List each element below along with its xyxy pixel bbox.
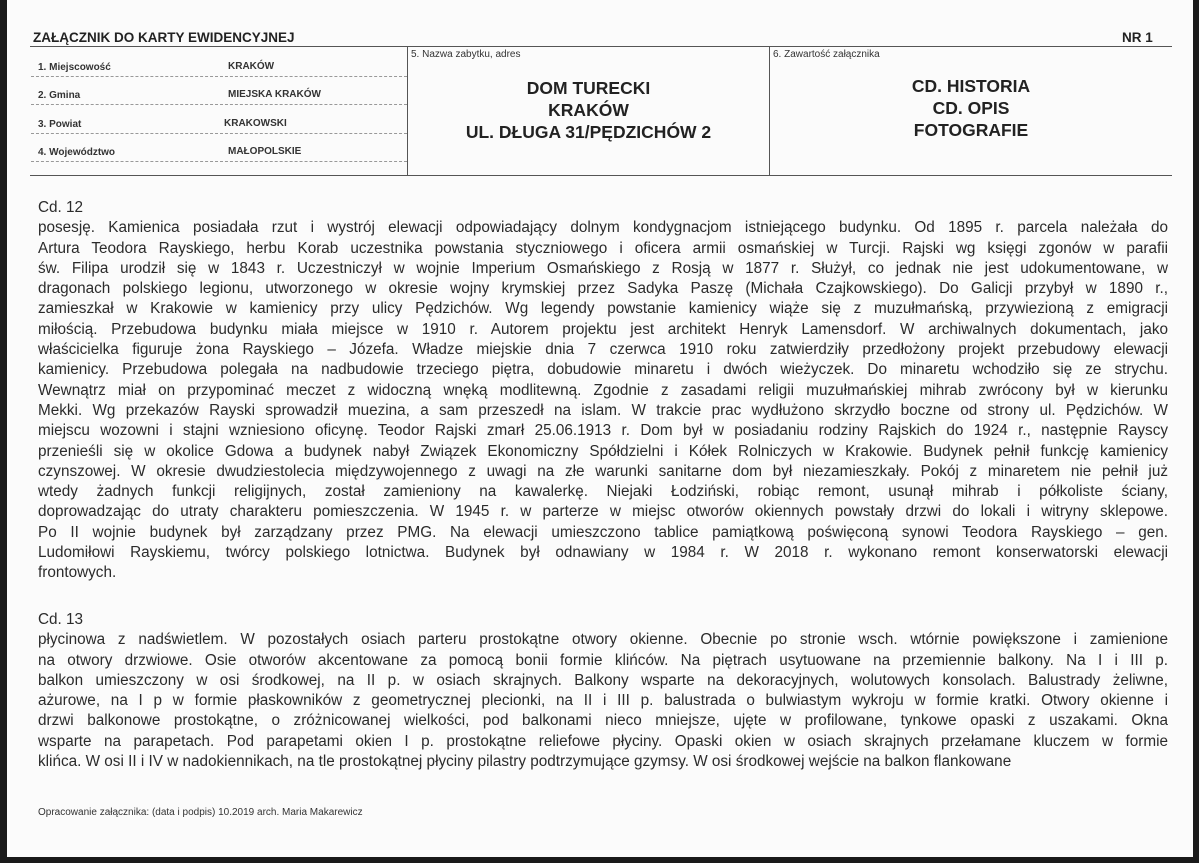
monument-line: UL. DŁUGA 31/PĘDZICHÓW 2 — [465, 122, 712, 142]
divider-bottom — [30, 175, 1172, 176]
field-label: 2. Gmina — [38, 90, 81, 101]
divider-top — [30, 46, 1172, 47]
section-body — [38, 630, 1168, 772]
section-body — [38, 218, 1168, 583]
text-line: zamieszkał w Krakowie w kamienicy przy ulicy Pędzichów. Wg legendy powstanie kamienicy wiąże się z muzułmańską, przywiezioną z emigracji — [38, 300, 1168, 318]
field-value: KRAKÓW — [228, 61, 275, 72]
field-commune — [31, 76, 407, 105]
document-title: ZAŁĄCZNIK DO KARTY EWIDENCYJNEJ — [33, 30, 295, 45]
attachment-number: NR 1 — [1122, 30, 1153, 45]
text-line: doprowadzając do utraty charakteru pomieszczenia. W 1945 r. w parterze w miejsc otworów okiennych powstały drzwi do lokali i witryny sklepowe. — [38, 503, 1168, 521]
field-value: MIEJSKA KRAKÓW — [228, 89, 321, 100]
text-line: Po II wojnie budynek był zarządzany przez PMG. Na elewacji umieszczono tablice pamiątkową poświęconą synowi Teodora Rayskiego – gen. — [38, 523, 1168, 541]
contents-label: 6. Zawartość załącznika — [773, 49, 880, 60]
field-label: 3. Powiat — [38, 119, 82, 130]
text-line: posesję. Kamienica posiadała rzut i wystrój elewacji odpowiadający dolnym kondygnacjom istniejącego budynku. Od 1895 r. parcela należała do — [38, 219, 1168, 237]
monument-line: KRAKÓW — [548, 100, 629, 120]
section-heading: Cd. 12 — [38, 199, 84, 216]
text-line: właścicielka figuruje żona Rayskiego – Józefa. Władze miejskie dnia 7 czerwca 1910 roku zatwierdziły przedłożony projekt przebudowy elewacji — [38, 341, 1168, 359]
text-line: frontowych. — [38, 564, 117, 582]
contents-line: FOTOGRAFIE — [913, 120, 1029, 140]
text-line: balkon umieszczony w osi środkowej, na II p. w osiach skrajnych. Balkony wsparte na dekoracyjnych, wolutowych konsolach. Balustrady żeliwne, — [38, 671, 1168, 689]
section-description — [38, 610, 1168, 772]
section-history — [38, 198, 1168, 584]
field-county — [31, 105, 407, 134]
text-line: św. Filipa urodził się w 1843 r. Uczestniczył w wojnie Imperium Osmańskiego z Rosją w 1877 r. Służył, co jednak nie jest udokumentowane, w — [38, 259, 1168, 277]
document-page — [7, 0, 1193, 857]
text-line: dragonach polskiego legionu, utworzonego w okresie wojny krymskiej przez Sadyka Paszę (Michała Czajkowskiego). Do Galicji przybył w 1890 r., — [38, 280, 1168, 298]
text-line: Ludomiłowi Rayskiemu, twórcy polskiego lotnictwa. Budynek był odnawiany w 1984 r. W 2018 r. wykonano remont konserwatorski elewacji — [38, 544, 1168, 562]
monument-name — [408, 77, 769, 143]
text-line: wtedy żadnych funkcji religijnych, został zamieniony na kawalerkę. Niejaki Łodziński, robiąc remont, usunął mihrab i półkoliste ściany, — [38, 483, 1168, 501]
contents-line: CD. OPIS — [932, 98, 1010, 118]
field-voivodeship — [31, 133, 407, 162]
monument-label: 5. Nazwa zabytku, adres — [411, 49, 521, 60]
text-line: klińca. W osi II i IV w nadokiennikach, na tle prostokątnej płyciny pilastry podtrzymujące gzymsy. W osi środkowej wejście na balkon flankowane — [38, 753, 1012, 771]
text-line: Mekki. Wg przekazów Rayski sprowadził muezina, a sam przeszedł na islam. W trakcie prac wydłużono skrzydło boczne od strony ul. Pędzichów. W — [38, 401, 1168, 419]
text-line: Wewnątrz miał on przypominać meczet z widoczną wnęką modlitewną. Zgodnie z zasadami religii muzułmańskiej mihrab zwrócony był w kierunku — [38, 381, 1168, 399]
contents-list — [770, 75, 1172, 141]
text-line: płycinowa z nadświetlem. W pozostałych osiach parteru prostokątne otwory okienne. Obecnie po stronie wsch. wtórnie powiększone i zamienione — [38, 631, 1168, 649]
field-value: MAŁOPOLSKIE — [228, 146, 302, 157]
text-line: na otwory drzwiowe. Osie otworów akcentowane za pomocą bonii formie klińców. Na piętrach usytuowane na przemiennie balkony. Na I i III p. — [38, 651, 1168, 669]
text-line: ażurowe, na I p w formie płaskowników z geometrycznej plecionki, na II i III p. balustrada o bulwiastym wykroju w formie kratki. Otwory okienne i — [38, 692, 1168, 710]
section-heading: Cd. 13 — [38, 611, 84, 628]
contents-line: CD. HISTORIA — [911, 76, 1031, 96]
field-locality — [31, 48, 407, 77]
footer-credit: Opracowanie załącznika: (data i podpis) 10.2019 arch. Maria Makarewicz — [38, 807, 363, 818]
text-line: drzwi balkonowe prostokątne, o zróżnicowanej wielkości, pod balkonami nieco mniejsze, ujęte w profilowane, tynkowe opaski z uszakami. Okna — [38, 712, 1168, 730]
field-value: KRAKOWSKI — [224, 118, 287, 129]
text-line: czynszowej. W okresie dwudziestolecia międzywojennego z uwagi na złe warunki sanitarne dom był niezamieszkały. Pokój z minaretem nie pełnił już — [38, 462, 1168, 480]
monument-line: DOM TURECKI — [526, 78, 651, 98]
text-line: kamienicy. Przebudowa polegała na nadbudowie trzeciego piętra, dobudowie minaretu i dwóch wieżyczek. Do minaretu wchodziło się ze strychu. — [38, 361, 1168, 379]
text-line: miłością. Przebudowa budynku miała miejsce w 1910 r. Autorem projektu jest architekt Henryk Lamensdorf. W archiwalnych dokumentach, jako — [38, 320, 1168, 338]
field-label: 1. Miejscowość — [38, 62, 111, 73]
text-line: wsparte na parapetach. Pod parapetami okien I p. prostokątne reliefowe płyciny. Opaski okien w osiach skrajnych przełamane kluczem w formie — [38, 732, 1168, 750]
text-line: Artura Teodora Rayskiego, herbu Korab uczestnika powstania styczniowego i oficera armii osmańskiej w Turcji. Rajski wg księgi zgonów w parafii — [38, 239, 1168, 257]
text-line: miejscu wozowni i stajni wzniesiono oficynę. Teodor Rajski zmarł 25.06.1913 r. Dom był w posiadaniu rodziny Rajskich do 1924 r., następnie Rayscy — [38, 422, 1168, 440]
text-line: przenieśli się w okolice Gdowa a budynek nabył Związek Ekonomiczny Spółdzielni i Kółek Rolniczych w Krakowie. Budynek pełnił funkcję kamienicy — [38, 442, 1168, 460]
field-label: 4. Województwo — [38, 147, 116, 158]
